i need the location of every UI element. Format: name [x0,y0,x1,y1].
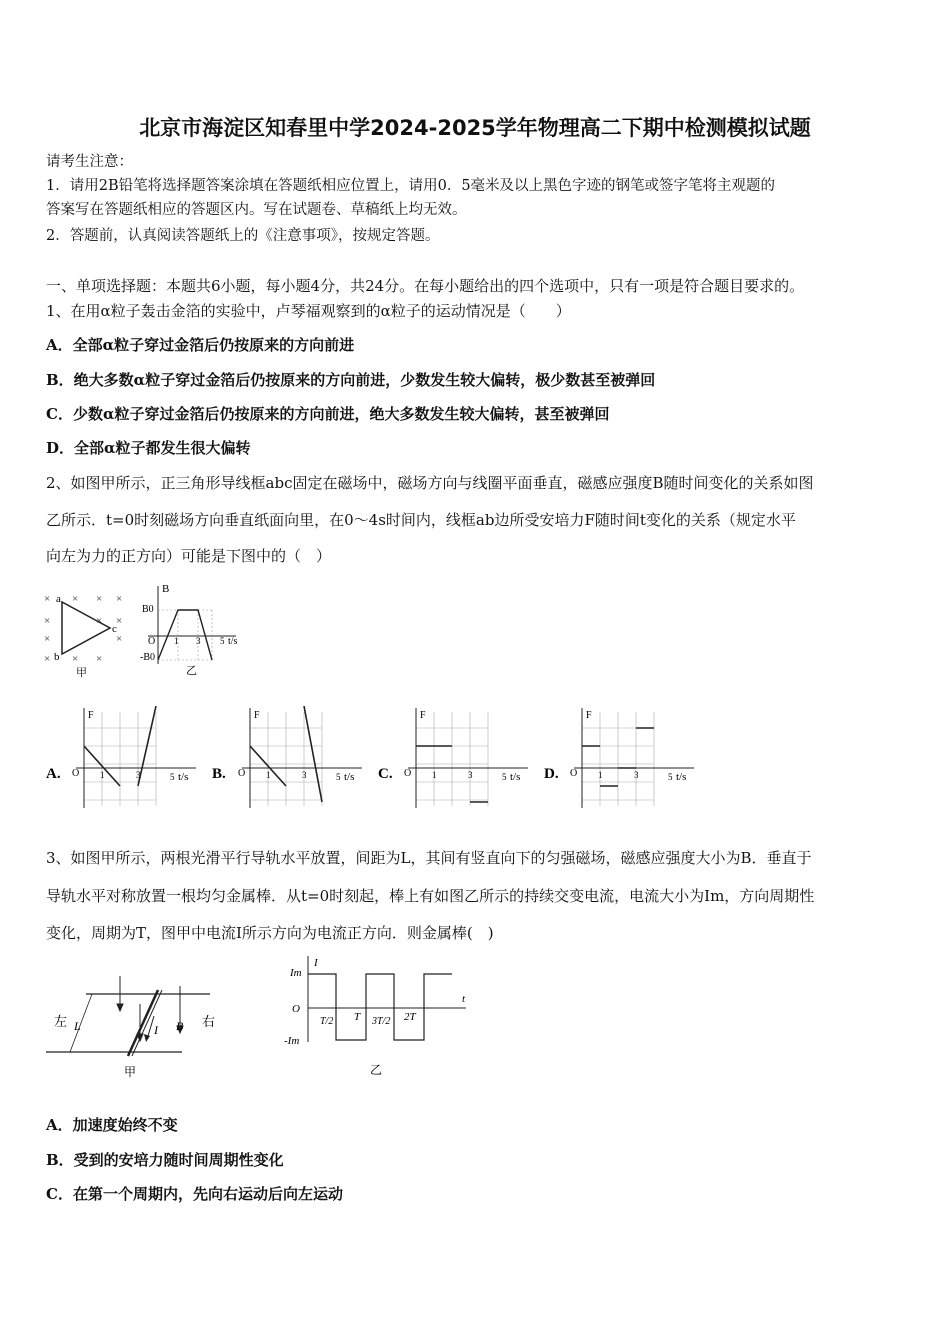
label-a: a [56,593,61,605]
f-segment [304,706,322,802]
q1-stem: 1、在用α粒子轰击金箔的实验中，卢琴福观察到的α粒子的运动情况是（ ） [46,302,571,320]
q2-option-graph-d [544,706,709,811]
label-t5: 5 [502,772,507,782]
svg-text:×: × [96,593,103,605]
label-origin: O [148,636,156,647]
svg-text:×: × [72,653,79,665]
label-I: I [154,1023,158,1037]
svg-text:×: × [72,593,79,605]
caption-jia: 甲 [76,667,87,679]
svg-text:×: × [44,653,51,665]
q3-stem-2: 导轨水平对称放置一根均匀金属棒．从t=0时刻起，棒上有如图乙所示的持续交变电流，电流大小为Im，方向周期性 [46,887,815,905]
notice-line-1: 1．请用2B铅笔将选择题答案涂填在答题纸相应位置上，请用0．5毫米及以上黑色字迹的钢笔或签字笔将主观题的 [46,178,776,194]
label-3T-half: 3T/2 [372,1016,391,1027]
q2-figure-top [40,580,260,680]
caption-jia: 甲 [124,1065,137,1079]
option-label: A. [46,766,61,782]
svg-text:×: × [96,615,103,627]
label-ts: t/s [344,771,355,783]
q3-figure-jia [40,964,240,1084]
label-t3: 3 [136,770,141,780]
label-B: B [176,1019,184,1033]
label-t5: 5 [220,636,225,646]
q2-option-graph-b [212,706,377,811]
q3-option-c: C．在第一个周期内，先向右运动后向左运动 [46,1185,343,1203]
label-L: L [74,1019,81,1033]
label-origin: O [404,768,412,779]
label-Im: Im [290,967,302,979]
label-ts: t/s [510,771,521,783]
svg-text:×: × [44,593,51,605]
notice-line-3: 2．答题前，认真阅读答题纸上的《注意事项》，按规定答题。 [46,228,440,244]
label-B: B [162,583,170,595]
section-heading: 一、单项选择题：本题共6小题，每小题4分，共24分。在每小题给出的四个选项中，只有一项是符合题目要求的。 [46,277,805,295]
label-ts: t/s [178,771,189,783]
label-ts: t/s [228,636,238,647]
label-t1: 1 [598,770,603,780]
label-t: t [462,993,466,1005]
label-negIm: -Im [284,1035,300,1047]
label-c: c [112,623,117,635]
label-origin: O [570,768,578,779]
q2-stem-1: 2、如图甲所示，正三角形导线框abc固定在磁场中，磁场方向与线圈平面垂直，磁感应强度B随时间变化的关系如图 [46,474,814,492]
q1-option-d: D．全部α粒子都发生很大偏转 [46,439,251,457]
label-F: F [586,710,592,721]
label-t5: 5 [668,772,673,782]
q1-option-c: C．少数α粒子穿过金箔后仍按原来的方向前进，绝大多数发生较大偏转，甚至被弹回 [46,405,610,423]
q3-option-b: B．受到的安培力随时间周期性变化 [46,1151,284,1169]
label-t3: 3 [468,770,473,780]
label-t3: 3 [196,636,201,646]
notice-heading: 请考生注意： [46,154,133,170]
q2-stem-3: 向左为力的正方向）可能是下图中的（ ） [46,547,332,565]
label-t3: 3 [634,770,639,780]
svg-text:×: × [116,593,123,605]
label-t5: 5 [336,772,341,782]
label-ts: t/s [676,771,687,783]
label-left: 左 [54,1014,68,1029]
b-curve [158,610,212,660]
q2-option-graph-c [378,706,543,811]
label-origin: O [238,768,246,779]
svg-text:×: × [44,615,51,627]
label-t1: 1 [432,770,437,780]
option-label: B. [212,766,226,782]
label-negB0: -B0 [140,652,155,663]
triangle-frame [62,602,110,654]
label-T: T [354,1011,361,1023]
label-b: b [54,651,60,663]
q3-option-a: A．加速度始终不变 [46,1116,178,1134]
label-I: I [314,957,318,969]
q1-option-b: B．绝大多数α粒子穿过金箔后仍按原来的方向前进，少数发生较大偏转，极少数甚至被弹回 [46,371,656,389]
current-wave [308,974,452,1040]
svg-text:×: × [116,633,123,645]
caption-yi: 乙 [186,665,197,677]
label-t1: 1 [266,770,271,780]
label-right: 右 [202,1014,216,1029]
label-F: F [254,710,260,721]
caption-yi: 乙 [370,1063,383,1077]
q3-stem-1: 3、如图甲所示，两根光滑平行导轨水平放置，间距为L，其间有竖直向下的匀强磁场，磁感应强度大小为B．垂直于 [46,849,812,867]
label-F: F [88,710,94,721]
q3-figure-yi [280,950,480,1080]
q3-stem-3: 变化，周期为T，图甲中电流I所示方向为电流正方向．则金属棒( ) [46,924,494,942]
svg-text:×: × [44,633,51,645]
label-O: O [292,1003,300,1015]
label-B0: B0 [142,604,154,615]
option-label: C. [378,766,393,782]
label-origin: O [72,768,80,779]
label-t1: 1 [174,636,179,646]
label-2T: 2T [404,1011,416,1023]
option-label: D. [544,766,559,782]
label-t1: 1 [100,770,105,780]
q2-option-graph-a [46,706,211,811]
label-t5: 5 [170,772,175,782]
page-title: 北京市海淀区知春里中学2024-2025学年物理高二下期中检测模拟试题 [139,116,811,140]
q2-stem-2: 乙所示．t=0时刻磁场方向垂直纸面向里，在0～4s时间内，线框ab边所受安培力F随时间t变化的关系（规定水平 [46,511,796,529]
svg-text:×: × [96,653,103,665]
label-T-half: T/2 [320,1016,334,1027]
q1-option-a: A．全部α粒子穿过金箔后仍按原来的方向前进 [46,336,355,354]
notice-line-2: 答案写在答题纸相应的答题区内。写在试题卷、草稿纸上均无效。 [46,202,467,218]
label-t3: 3 [302,770,307,780]
svg-text:×: × [116,615,123,627]
label-F: F [420,710,426,721]
